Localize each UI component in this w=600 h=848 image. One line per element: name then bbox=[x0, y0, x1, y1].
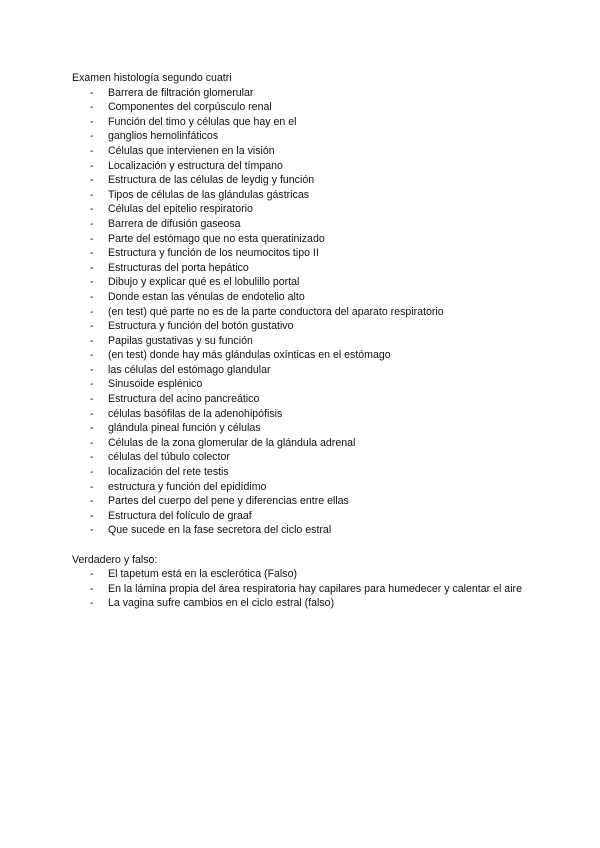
list-item-text: Que sucede en la fase secretora del ciclo estral bbox=[108, 524, 332, 537]
list-item bbox=[72, 232, 532, 247]
list-item bbox=[72, 392, 532, 407]
list-item bbox=[72, 465, 532, 480]
bullet-dash: - bbox=[90, 582, 94, 595]
list-item-text: Papilas gustativas y su función bbox=[108, 334, 253, 347]
bullet-dash: - bbox=[90, 174, 94, 187]
bullet-dash: - bbox=[90, 363, 94, 376]
list-item bbox=[72, 115, 532, 130]
list-item-text: Partes del cuerpo del pene y diferencias entre ellas bbox=[108, 495, 349, 508]
bullet-dash: - bbox=[90, 436, 94, 449]
list-item-text: células basófilas de la adenohipófisis bbox=[108, 407, 283, 420]
list-item bbox=[72, 202, 532, 217]
list-item bbox=[72, 363, 532, 378]
bullet-dash: - bbox=[90, 378, 94, 391]
list-item bbox=[72, 188, 532, 203]
bullet-dash: - bbox=[90, 320, 94, 333]
list-item-text: ganglios hemolinfáticos bbox=[108, 130, 219, 143]
list-item-text: las células del estómago glandular bbox=[108, 363, 271, 376]
list-item-text: Estructura y función del botón gustativo bbox=[108, 320, 294, 333]
list-item-text: (en test) qué parte no es de la parte conductora del aparato respiratorio bbox=[108, 305, 444, 318]
list-item bbox=[72, 509, 532, 524]
list-item bbox=[72, 523, 532, 538]
list-item-text: En la lámina propia del área respiratoria hay capilares para humedecer y calentar el aire bbox=[108, 582, 522, 595]
list-item bbox=[72, 275, 532, 290]
list-item-text: Sinusoide esplénico bbox=[108, 378, 203, 391]
list-item-text: estructura y función del epidídimo bbox=[108, 480, 267, 493]
bullet-dash: - bbox=[90, 597, 94, 610]
list-item bbox=[72, 596, 532, 611]
bullet-dash: - bbox=[90, 159, 94, 172]
list-item bbox=[72, 144, 532, 159]
list-item bbox=[72, 494, 532, 509]
list-item-text: localización del rete testis bbox=[108, 466, 229, 479]
list-item bbox=[72, 567, 532, 582]
bullet-dash: - bbox=[90, 480, 94, 493]
list-item-text: Células del epitelio respiratorio bbox=[108, 203, 253, 216]
list-item bbox=[72, 436, 532, 451]
bullet-dash: - bbox=[90, 276, 94, 289]
list-item-text: Estructuras del porta hepático bbox=[108, 261, 249, 274]
list-item bbox=[72, 129, 532, 144]
list-item-text: Estructura y función de los neumocitos tipo II bbox=[108, 247, 319, 260]
list-item bbox=[72, 217, 532, 232]
list-item-text: Localización y estructura del tímpano bbox=[108, 159, 283, 172]
list-item bbox=[72, 348, 532, 363]
true-false-list bbox=[72, 567, 532, 611]
list-item-text: Barrera de filtración glomerular bbox=[108, 86, 254, 99]
list-item-text: Dibujo y explicar qué es el lobulillo portal bbox=[108, 276, 300, 289]
list-item-text: células del túbulo colector bbox=[108, 451, 230, 464]
list-item-text: El tapetum está en la esclerótica (Falso) bbox=[108, 568, 298, 581]
list-item-text: (en test) donde hay más glándulas oxínticas en el estómago bbox=[108, 349, 391, 362]
list-item bbox=[72, 159, 532, 174]
list-item bbox=[72, 407, 532, 422]
bullet-dash: - bbox=[90, 217, 94, 230]
bullet-dash: - bbox=[90, 393, 94, 406]
bullet-dash: - bbox=[90, 247, 94, 260]
list-item-text: La vagina sufre cambios en el ciclo estral (falso) bbox=[108, 597, 335, 610]
exam-topic-list bbox=[72, 86, 532, 538]
list-item-text: Células que intervienen en la visión bbox=[108, 144, 275, 157]
list-item-text: Estructura de las células de leydig y función bbox=[108, 174, 315, 187]
list-item bbox=[72, 582, 532, 597]
bullet-dash: - bbox=[90, 144, 94, 157]
list-item-text: Estructura del acino pancreático bbox=[108, 393, 260, 406]
bullet-dash: - bbox=[90, 203, 94, 216]
list-item bbox=[72, 377, 532, 392]
list-item bbox=[72, 421, 532, 436]
bullet-dash: - bbox=[90, 101, 94, 114]
section-spacer bbox=[72, 538, 532, 553]
bullet-dash: - bbox=[90, 509, 94, 522]
bullet-dash: - bbox=[90, 349, 94, 362]
list-item bbox=[72, 173, 532, 188]
list-item bbox=[72, 319, 532, 334]
bullet-dash: - bbox=[90, 232, 94, 245]
exam-heading: Examen histología segundo cuatri bbox=[72, 72, 232, 84]
bullet-dash: - bbox=[90, 305, 94, 318]
list-item bbox=[72, 290, 532, 305]
bullet-dash: - bbox=[90, 290, 94, 303]
bullet-dash: - bbox=[90, 422, 94, 435]
bullet-dash: - bbox=[90, 334, 94, 347]
list-item-text: Tipos de células de las glándulas gástricas bbox=[108, 188, 310, 201]
list-item-text: Estructura del folículo de graaf bbox=[108, 509, 252, 522]
list-item-text: Parte del estómago que no esta queratinizado bbox=[108, 232, 325, 245]
list-item bbox=[72, 450, 532, 465]
list-item-text: glándula pineal función y células bbox=[108, 422, 261, 435]
list-item bbox=[72, 334, 532, 349]
list-item-text: Donde estan las vénulas de endotelio alto bbox=[108, 290, 305, 303]
list-item bbox=[72, 261, 532, 276]
bullet-dash: - bbox=[90, 261, 94, 274]
list-item-text: Componentes del corpúsculo renal bbox=[108, 101, 272, 114]
list-item-text: Función del timo y células que hay en el bbox=[108, 115, 297, 128]
bullet-dash: - bbox=[90, 495, 94, 508]
list-item bbox=[72, 246, 532, 261]
list-item-text: Barrera de difusión gaseosa bbox=[108, 217, 241, 230]
list-item bbox=[72, 305, 532, 320]
bullet-dash: - bbox=[90, 130, 94, 143]
bullet-dash: - bbox=[90, 86, 94, 99]
list-item bbox=[72, 480, 532, 495]
bullet-dash: - bbox=[90, 524, 94, 537]
true-false-heading: Verdadero y falso: bbox=[72, 553, 158, 566]
list-item bbox=[72, 100, 532, 115]
bullet-dash: - bbox=[90, 188, 94, 201]
bullet-dash: - bbox=[90, 407, 94, 420]
document-page bbox=[72, 71, 532, 611]
bullet-dash: - bbox=[90, 568, 94, 581]
bullet-dash: - bbox=[90, 115, 94, 128]
bullet-dash: - bbox=[90, 466, 94, 479]
list-item-text: Células de la zona glomerular de la glándula adrenal bbox=[108, 436, 356, 449]
bullet-dash: - bbox=[90, 451, 94, 464]
list-item bbox=[72, 86, 532, 101]
